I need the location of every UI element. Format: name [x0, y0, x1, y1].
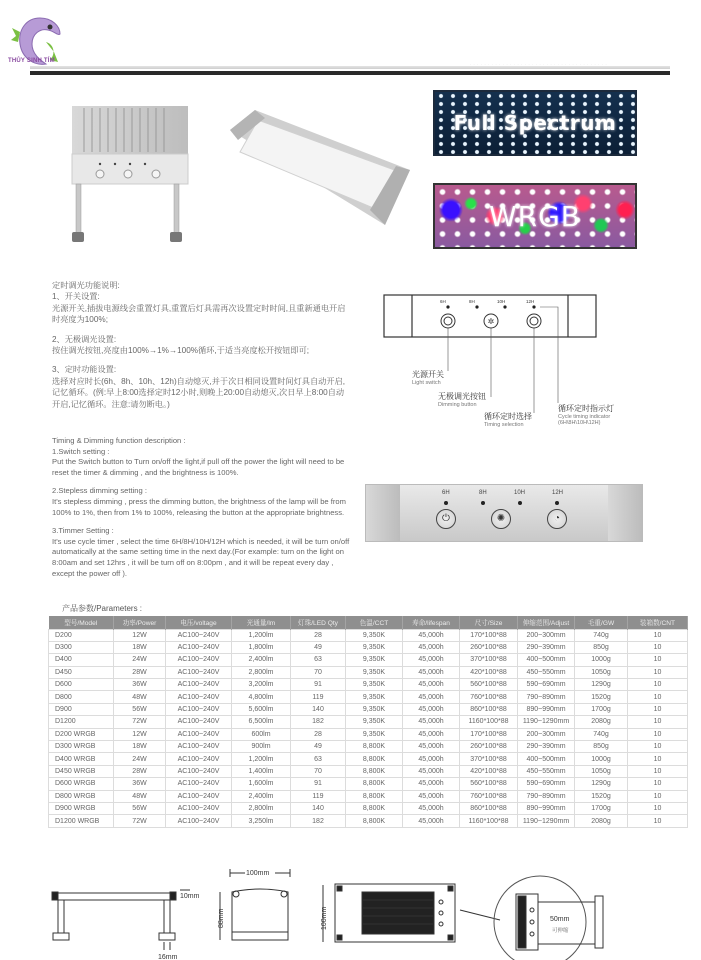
- table-cell: 10: [628, 753, 688, 765]
- table-cell: 72W: [114, 716, 166, 728]
- table-cell: 370*100*88: [460, 654, 518, 666]
- table-cell: 890~990mm: [518, 703, 575, 715]
- callout-dimming-button: 无极调光按钮 Dimming button: [438, 392, 486, 408]
- table-cell: 1190~1290mm: [518, 815, 575, 827]
- table-cell: D200: [49, 629, 114, 641]
- table-cell: D450: [49, 666, 114, 678]
- table-cell: 10: [628, 728, 688, 740]
- wrgb-banner: WRGB: [433, 183, 637, 249]
- table-cell: 1520g: [575, 790, 628, 802]
- table-cell: 48W: [114, 691, 166, 703]
- extendable-label: 可伸缩: [552, 928, 569, 934]
- table-cell: 8,800K: [346, 815, 403, 827]
- table-cell: 450~550mm: [518, 765, 575, 777]
- table-cell: 760*100*88: [460, 691, 518, 703]
- table-cell: 9,350K: [346, 666, 403, 678]
- table-cell: 91: [291, 679, 346, 691]
- table-cell: 420*100*88: [460, 666, 518, 678]
- table-cell: 3,200lm: [232, 679, 291, 691]
- column-header: 尺寸/Size: [460, 616, 518, 629]
- table-cell: 10: [628, 666, 688, 678]
- table-cell: 9,350K: [346, 641, 403, 653]
- instructions-cn-s1-body: 光源开关,插拔电源线会重置灯具,重置后灯具需再次设置定时时间,且重新通电开启时亮度为100%;: [52, 303, 346, 325]
- table-cell: 1,200lm: [232, 629, 291, 641]
- table-cell: AC100~240V: [166, 666, 232, 678]
- table-cell: 1050g: [575, 666, 628, 678]
- table-cell: 170*100*88: [460, 728, 518, 740]
- table-cell: 2,800lm: [232, 802, 291, 814]
- table-cell: 900lm: [232, 741, 291, 753]
- table-row: [49, 753, 688, 765]
- table-cell: AC100~240V: [166, 691, 232, 703]
- table-cell: 1,800lm: [232, 641, 291, 653]
- parameters-table: [48, 616, 688, 828]
- table-cell: 400~500mm: [518, 654, 575, 666]
- table-cell: 91: [291, 778, 346, 790]
- table-cell: 70: [291, 666, 346, 678]
- table-cell: 45,000h: [403, 716, 460, 728]
- table-cell: 24W: [114, 753, 166, 765]
- table-cell: AC100~240V: [166, 679, 232, 691]
- table-cell: 1160*100*88: [460, 815, 518, 827]
- table-cell: D300: [49, 641, 114, 653]
- indicator-led-12h: [555, 501, 559, 505]
- table-cell: D400 WRGB: [49, 753, 114, 765]
- table-cell: 1000g: [575, 654, 628, 666]
- table-body: [49, 629, 688, 827]
- fixture-front-photo: [70, 104, 190, 254]
- table-cell: 12W: [114, 728, 166, 740]
- top-view-drawing: [323, 876, 586, 960]
- table-cell: 290~390mm: [518, 741, 575, 753]
- table-cell: 8,800K: [346, 778, 403, 790]
- table-cell: 45,000h: [403, 741, 460, 753]
- table-cell: 9,350K: [346, 691, 403, 703]
- table-cell: 1190~1290mm: [518, 716, 575, 728]
- dim-100mm-width: 100mm: [246, 870, 270, 877]
- instructions-en-s3-heading: 3.Timmer Setting :: [52, 526, 114, 536]
- table-cell: 18W: [114, 741, 166, 753]
- table-cell: 1,600lm: [232, 778, 291, 790]
- table-cell: D600: [49, 679, 114, 691]
- table-cell: 56W: [114, 802, 166, 814]
- table-cell: 6,500lm: [232, 716, 291, 728]
- table-cell: 560*100*88: [460, 778, 518, 790]
- table-cell: 2,400lm: [232, 790, 291, 802]
- table-cell: 740g: [575, 629, 628, 641]
- table-cell: 1520g: [575, 691, 628, 703]
- table-cell: AC100~240V: [166, 753, 232, 765]
- callout-timing-selection: 循环定时选择 Timing selection: [484, 412, 532, 428]
- diagram-timer-12h: 12H: [526, 299, 535, 304]
- control-photo-right-cap: [608, 485, 642, 541]
- table-cell: 200~300mm: [518, 629, 575, 641]
- table-row: [49, 691, 688, 703]
- table-cell: D900: [49, 703, 114, 715]
- instructions-english: [52, 436, 352, 579]
- table-cell: 260*100*88: [460, 641, 518, 653]
- instructions-cn-s1-heading: 1、开关设置:: [52, 292, 100, 302]
- table-cell: 790~890mm: [518, 790, 575, 802]
- table-cell: D1200: [49, 716, 114, 728]
- table-cell: 590~690mm: [518, 679, 575, 691]
- dim-88mm: 88mm: [218, 908, 225, 928]
- table-cell: 1050g: [575, 765, 628, 777]
- table-cell: 9,350K: [346, 629, 403, 641]
- instructions-chinese: [52, 280, 352, 410]
- table-cell: D800 WRGB: [49, 790, 114, 802]
- photo-timer-6h: 6H: [442, 490, 450, 496]
- table-row: [49, 629, 688, 641]
- column-header: 装箱数/CNT: [628, 616, 688, 629]
- table-row: [49, 728, 688, 740]
- brand-name: THỦY SINH TÍM: [8, 58, 55, 64]
- photo-timer-12h: 12H: [552, 490, 564, 496]
- table-cell: 850g: [575, 741, 628, 753]
- table-cell: 890~990mm: [518, 802, 575, 814]
- column-header: 功率/Power: [114, 616, 166, 629]
- header-rule-thick: [30, 71, 670, 75]
- end-profile-drawing: [220, 869, 290, 940]
- table-cell: 28W: [114, 666, 166, 678]
- table-cell: 10: [628, 629, 688, 641]
- table-cell: 9,350K: [346, 654, 403, 666]
- instructions-cn-s2-body: 按住调光按钮,亮度由100%→1%→100%循环,于适当亮度松开按钮即可;: [52, 346, 310, 356]
- header-faint-text: . . . . . . . . . . . . . . . . . . . . . . . . . . . . . . . . . . . . . .: [470, 62, 608, 66]
- table-cell: 10: [628, 741, 688, 753]
- table-cell: AC100~240V: [166, 716, 232, 728]
- table-cell: 10: [628, 802, 688, 814]
- indicator-led-6h: [444, 501, 448, 505]
- table-cell: 1290g: [575, 778, 628, 790]
- diagram-timer-8h: 8H: [469, 299, 475, 304]
- table-cell: 45,000h: [403, 641, 460, 653]
- instructions-en-title: Timing & Dimming function description :: [52, 436, 186, 445]
- table-cell: 72W: [114, 815, 166, 827]
- table-cell: 9,350K: [346, 716, 403, 728]
- table-cell: 49: [291, 741, 346, 753]
- table-row: [49, 703, 688, 715]
- column-header: 型号/Model: [49, 616, 114, 629]
- table-cell: AC100~240V: [166, 815, 232, 827]
- table-cell: 182: [291, 716, 346, 728]
- dim-100mm-height: 100mm: [321, 906, 328, 930]
- table-cell: 260*100*88: [460, 741, 518, 753]
- callout-cycle-indicator: 循环定时指示灯 Cycle timing indicator (6H\8H\10H\12H): [558, 404, 614, 426]
- table-cell: 2,400lm: [232, 654, 291, 666]
- control-diagram-lines: [382, 293, 682, 443]
- table-cell: 4,800lm: [232, 691, 291, 703]
- table-cell: 1700g: [575, 802, 628, 814]
- table-cell: 10: [628, 679, 688, 691]
- table-cell: 18W: [114, 641, 166, 653]
- column-header: 伸缩范围/Adjust: [518, 616, 575, 629]
- side-view-drawing: [52, 890, 190, 950]
- table-cell: 12W: [114, 629, 166, 641]
- table-cell: 2080g: [575, 716, 628, 728]
- table-row: [49, 815, 688, 827]
- table-cell: AC100~240V: [166, 629, 232, 641]
- table-cell: 370*100*88: [460, 753, 518, 765]
- table-cell: 36W: [114, 679, 166, 691]
- column-header: 色温/CCT: [346, 616, 403, 629]
- table-cell: 24W: [114, 654, 166, 666]
- table-cell: 45,000h: [403, 778, 460, 790]
- table-cell: AC100~240V: [166, 641, 232, 653]
- instructions-en-s2-heading: 2.Stepless dimming setting :: [52, 486, 147, 496]
- table-cell: D200 WRGB: [49, 728, 114, 740]
- table-cell: D300 WRGB: [49, 741, 114, 753]
- table-cell: 5,600lm: [232, 703, 291, 715]
- power-icon[interactable]: ⏻: [436, 509, 456, 529]
- instructions-en-s2-body: It's stepless dimming , press the dimming button, the brightness of the lamp will be from 100% to 1%, then from 1% to 100%, releasing the button at the appropriate brightness.: [52, 496, 346, 517]
- table-cell: AC100~240V: [166, 654, 232, 666]
- table-cell: 600lm: [232, 728, 291, 740]
- fixture-angled-photo: [210, 110, 410, 230]
- table-row: [49, 790, 688, 802]
- table-cell: 420*100*88: [460, 765, 518, 777]
- svg-text:✲: ✲: [487, 317, 495, 326]
- dim-16mm: 16mm: [158, 954, 178, 960]
- table-cell: 63: [291, 654, 346, 666]
- table-cell: 45,000h: [403, 629, 460, 641]
- indicator-led-8h: [481, 501, 485, 505]
- table-cell: 45,000h: [403, 654, 460, 666]
- table-row: [49, 666, 688, 678]
- indicator-led-10h: [518, 501, 522, 505]
- table-cell: 45,000h: [403, 691, 460, 703]
- table-cell: 45,000h: [403, 802, 460, 814]
- table-cell: 8,800K: [346, 802, 403, 814]
- table-cell: 45,000h: [403, 728, 460, 740]
- table-cell: 170*100*88: [460, 629, 518, 641]
- table-cell: 8,800K: [346, 741, 403, 753]
- table-cell: D1200 WRGB: [49, 815, 114, 827]
- diagram-timer-10h: 10H: [497, 299, 506, 304]
- table-cell: 10: [628, 778, 688, 790]
- table-cell: D450 WRGB: [49, 765, 114, 777]
- dim-50mm: 50mm: [550, 916, 570, 923]
- instructions-cn-s3-body: 选择对应时长(6h、8h、10h、12h)自动熄灭,并于次日相同设置时间灯具自动开启,记忆循环。(例:早上8:00选择定时12小时,则晚上20:00自动熄灭,次日早上8:00自动开启,记忆循环。注意:请勿断电。): [52, 376, 345, 409]
- table-cell: AC100~240V: [166, 703, 232, 715]
- table-row: [49, 654, 688, 666]
- table-cell: 10: [628, 703, 688, 715]
- table-cell: 10: [628, 716, 688, 728]
- table-cell: 28: [291, 728, 346, 740]
- column-header: 寿命/lifespan: [403, 616, 460, 629]
- table-cell: D800: [49, 691, 114, 703]
- table-cell: AC100~240V: [166, 765, 232, 777]
- header-rule-thin: [30, 66, 670, 69]
- table-row: [49, 716, 688, 728]
- instructions-cn-title: 定时调光功能说明:: [52, 281, 120, 290]
- table-cell: 3,250lm: [232, 815, 291, 827]
- table-cell: 1000g: [575, 753, 628, 765]
- table-cell: 10: [628, 790, 688, 802]
- table-row: [49, 802, 688, 814]
- table-row: [49, 641, 688, 653]
- table-cell: 119: [291, 790, 346, 802]
- photo-timer-10h: 10H: [514, 490, 526, 496]
- instructions-en-s3-body: It's use cycle timer , select the time 6H/8H/10H/12H which is needed, it will be turn on/off automatically at the same setting time in the next day.(For example: turn on the light on 8:00am and set 12hrs , it will be turn off on 8:00pm , and it will be repeat every day , except the power off ).: [52, 536, 350, 578]
- table-cell: 1,400lm: [232, 765, 291, 777]
- dim-10mm: 10mm: [180, 893, 200, 900]
- table-cell: 590~690mm: [518, 778, 575, 790]
- table-cell: 49: [291, 641, 346, 653]
- table-cell: 9,350K: [346, 679, 403, 691]
- table-cell: 56W: [114, 703, 166, 715]
- table-row: [49, 741, 688, 753]
- table-cell: 8,800K: [346, 753, 403, 765]
- table-cell: 290~390mm: [518, 641, 575, 653]
- table-cell: AC100~240V: [166, 790, 232, 802]
- table-cell: 45,000h: [403, 703, 460, 715]
- table-row: [49, 679, 688, 691]
- table-cell: 450~550mm: [518, 666, 575, 678]
- photo-timer-8h: 8H: [479, 490, 487, 496]
- table-header-row: [49, 616, 688, 629]
- instructions-cn-s3-heading: 3、定时功能设置:: [52, 365, 117, 375]
- table-cell: 36W: [114, 778, 166, 790]
- table-cell: 45,000h: [403, 790, 460, 802]
- parameters-title: 产品参数/Parameters :: [62, 604, 143, 613]
- table-cell: 850g: [575, 641, 628, 653]
- table-cell: 560*100*88: [460, 679, 518, 691]
- table-cell: 1160*100*88: [460, 716, 518, 728]
- table-cell: 790~890mm: [518, 691, 575, 703]
- table-cell: 48W: [114, 790, 166, 802]
- table-cell: 45,000h: [403, 765, 460, 777]
- table-cell: 10: [628, 641, 688, 653]
- instructions-en-s1-heading: 1.Switch setting :: [52, 446, 110, 456]
- table-cell: 28W: [114, 765, 166, 777]
- brightness-icon[interactable]: ✺: [491, 509, 511, 529]
- table-cell: 760*100*88: [460, 790, 518, 802]
- table-cell: 860*100*88: [460, 802, 518, 814]
- column-header: 电压/voltage: [166, 616, 232, 629]
- table-row: [49, 778, 688, 790]
- table-cell: AC100~240V: [166, 778, 232, 790]
- control-panel-diagram: [382, 293, 682, 443]
- table-cell: 2,800lm: [232, 666, 291, 678]
- table-cell: 8,800K: [346, 790, 403, 802]
- table-cell: 200~300mm: [518, 728, 575, 740]
- instructions-cn-s2-heading: 2、无极调光设置:: [52, 334, 117, 344]
- column-header: 灯珠/LED Qty: [291, 616, 346, 629]
- table-cell: 63: [291, 753, 346, 765]
- column-header: 光通量/lm: [232, 616, 291, 629]
- table-cell: 10: [628, 654, 688, 666]
- table-cell: 70: [291, 765, 346, 777]
- table-cell: 10: [628, 691, 688, 703]
- diagram-timer-6h: 6H: [440, 299, 446, 304]
- table-row: [49, 765, 688, 777]
- full-spectrum-banner: Full Spectrum: [433, 90, 637, 156]
- dimension-drawings: [30, 860, 700, 960]
- control-panel-photo: [365, 484, 643, 542]
- table-cell: 140: [291, 802, 346, 814]
- table-cell: 10: [628, 765, 688, 777]
- table-cell: 182: [291, 815, 346, 827]
- table-cell: 45,000h: [403, 815, 460, 827]
- column-header: 毛重/GW: [575, 616, 628, 629]
- table-cell: 10: [628, 815, 688, 827]
- control-photo-left-cap: [366, 485, 400, 541]
- table-cell: 119: [291, 691, 346, 703]
- instructions-en-s1-body: Put the Switch button to Turn on/off the light,if pull off the power the light will need to be reset the timer & dimming , and the brightness is 100%.: [52, 457, 345, 477]
- table-cell: 1700g: [575, 703, 628, 715]
- table-cell: 28: [291, 629, 346, 641]
- callout-light-switch: 光源开关 Light switch: [412, 370, 444, 386]
- table-cell: 1,200lm: [232, 753, 291, 765]
- timer-dial-icon[interactable]: ◔: [547, 509, 567, 529]
- table-cell: D400: [49, 654, 114, 666]
- table-cell: 45,000h: [403, 753, 460, 765]
- table-cell: 140: [291, 703, 346, 715]
- table-cell: AC100~240V: [166, 741, 232, 753]
- table-cell: AC100~240V: [166, 802, 232, 814]
- table-cell: 740g: [575, 728, 628, 740]
- table-cell: 45,000h: [403, 666, 460, 678]
- table-cell: 2080g: [575, 815, 628, 827]
- table-cell: 8,800K: [346, 765, 403, 777]
- table-cell: 400~500mm: [518, 753, 575, 765]
- table-cell: D900 WRGB: [49, 802, 114, 814]
- table-cell: 9,350K: [346, 703, 403, 715]
- table-cell: 1290g: [575, 679, 628, 691]
- table-cell: 9,350K: [346, 728, 403, 740]
- table-cell: D600 WRGB: [49, 778, 114, 790]
- table-cell: AC100~240V: [166, 728, 232, 740]
- table-cell: 860*100*88: [460, 703, 518, 715]
- table-cell: 45,000h: [403, 679, 460, 691]
